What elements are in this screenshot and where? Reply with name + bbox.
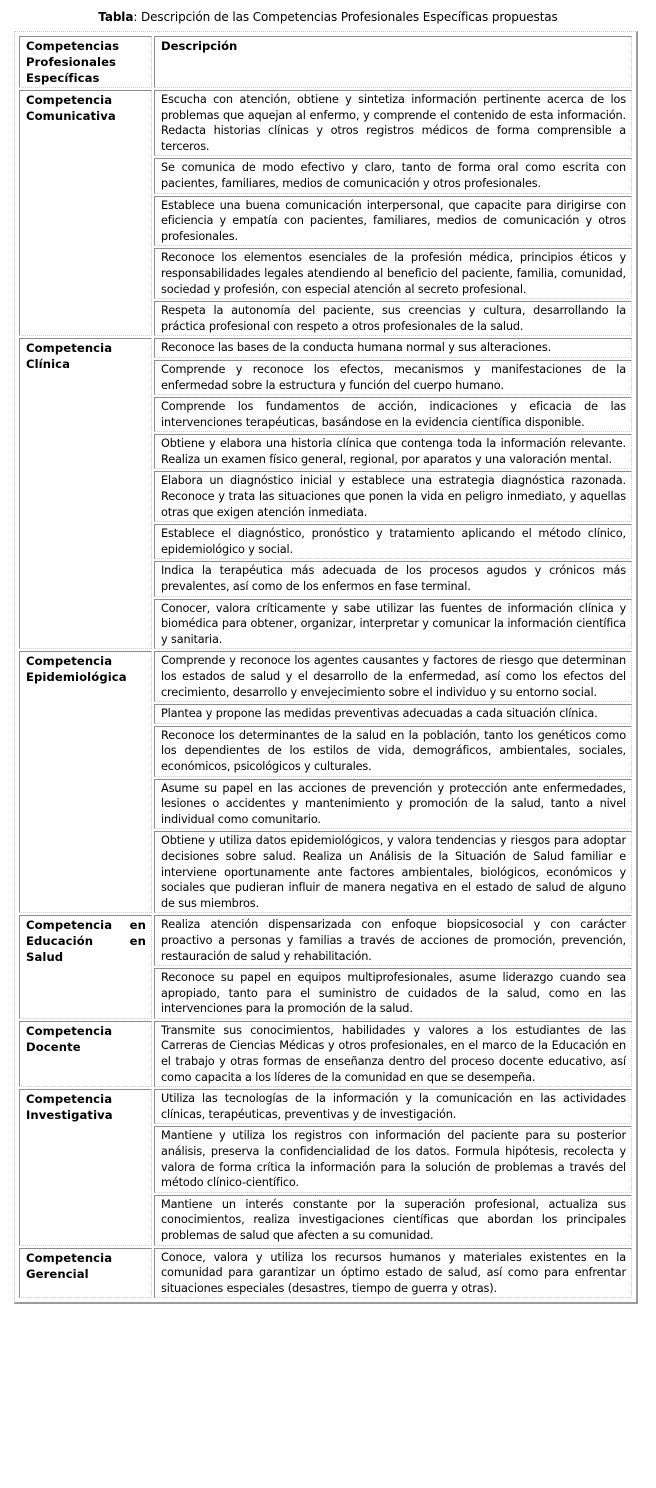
competencia-description: Utiliza las tecnologías de la información y la comunicación en las actividades clínicas, terapéuticas, preventivas y de investigación. xyxy=(154,1089,632,1124)
competencia-description: Reconoce los determinantes de la salud en la población, tanto los genéticos como los dependientes de los estilos de vida, demográficos, ambientales, sociales, económicos, psicológicos y culturales. xyxy=(154,726,632,777)
competencias-table xyxy=(17,34,634,1300)
competencia-name: Competencia Investigativa xyxy=(19,1089,152,1245)
competencia-name: Competencia Docente xyxy=(19,1021,152,1087)
competencia-name: Competencia Gerencial xyxy=(19,1248,152,1299)
competencia-name: Competencia en Educación en Salud xyxy=(19,915,152,1019)
competencia-description: Indica la terapéutica más adecuada de los procesos agudos y crónicos más prevalentes, así como de los enfermos en fase terminal. xyxy=(154,561,632,596)
table-row xyxy=(19,338,632,358)
table-row xyxy=(19,915,632,966)
competencia-name: Competencia Clínica xyxy=(19,338,152,649)
table-row xyxy=(19,1089,632,1124)
competencia-description: Mantiene un interés constante por la superación profesional, actualiza sus conocimientos, realiza investigaciones científicas que abordan los principales problemas de salud que afecten a su comunidad. xyxy=(154,1195,632,1246)
competencia-description: Conoce, valora y utiliza los recursos humanos y materiales existentes en la comunidad para garantizar un óptimo estado de salud, así como para enfrentar situaciones especiales (desastres, tiempo de guerra y otras). xyxy=(154,1248,632,1299)
table-row xyxy=(19,651,632,702)
competencia-description: Elabora un diagnóstico inicial y establece una estrategia diagnóstica razonada. Reconoce y trata las situaciones que ponen la vida en peligro inmediato, y aquellas otras que exigen atención inmediata. xyxy=(154,471,632,522)
competencia-description: Transmite sus conocimientos, habilidades y valores a los estudiantes de las Carreras de Ciencias Médicas y otros profesionales, en el marco de la Educación en el trabajo y otras formas de enseñanza dentro del proceso docente educativo, así como capacita a los líderes de la comunidad en que se desempeña. xyxy=(154,1021,632,1087)
table-row xyxy=(19,1248,632,1299)
caption-label: Tabla xyxy=(98,10,134,24)
competencia-description: Plantea y propone las medidas preventivas adecuadas a cada situación clínica. xyxy=(154,704,632,724)
competencia-description: Obtiene y utiliza datos epidemiológicos, y valora tendencias y riesgos para adoptar decisiones sobre salud. Realiza un Análisis de la Situación de Salud familiar e interviene oportunamente ante factores ambientales, biológicos, económicos y sociales que pudieran influir de manera negativa en el estado de salud de alguno de sus miembros. xyxy=(154,831,632,913)
competencia-description: Escucha con atención, obtiene y sintetiza información pertinente acerca de los problemas que aquejan al enfermo, y comprende el contenido de esta información. Redacta historias clínicas y otros registros médicos de forma comprensible a terceros. xyxy=(154,90,632,156)
competencia-description: Mantiene y utiliza los registros con información del paciente para su posterior análisis, preserva la confidencialidad de los datos. Formula hipótesis, recolecta y valora de forma crítica la información para la solución de problemas a través del método clínico-científico. xyxy=(154,1126,632,1192)
competencia-description: Reconoce su papel en equipos multiprofesionales, asume liderazgo cuando sea apropiado, tanto para el suministro de cuidados de la salud, como en las intervenciones para la promoción de la salud. xyxy=(154,968,632,1019)
competencia-description: Comprende los fundamentos de acción, indicaciones y eficacia de las intervenciones terapéuticas, basándose en la evidencia científica disponible. xyxy=(154,397,632,432)
table-header-row xyxy=(19,36,632,88)
competencia-name: Competencia Epidemiológica xyxy=(19,651,152,913)
table-row xyxy=(19,1021,632,1087)
competencia-description: Reconoce las bases de la conducta humana normal y sus alteraciones. xyxy=(154,338,632,358)
competencia-description: Comprende y reconoce los agentes causantes y factores de riesgo que determinan los estados de salud y el desarrollo de la enfermedad, así como los efectos del crecimiento, desarrollo y envejecimiento sobre el individuo y su entorno social. xyxy=(154,651,632,702)
competencia-description: Obtiene y elabora una historia clínica que contenga toda la información relevante. Realiza un examen físico general, regional, por aparatos y una valoración mental. xyxy=(154,434,632,469)
competencia-description: Se comunica de modo efectivo y claro, tanto de forma oral como escrita con pacientes, familiares, medios de comunicación y otros profesionales. xyxy=(154,158,632,193)
competencia-description: Asume su papel en las acciones de prevención y protección ante enfermedades, lesiones o accidentes y mantenimiento y promoción de la salud, tanto a nivel individual como comunitario. xyxy=(154,779,632,830)
header-competencias: Competencias Profesionales Específicas xyxy=(19,36,152,88)
competencia-description: Respeta la autonomía del paciente, sus creencias y cultura, desarrollando la práctica profesional con respeto a otros profesionales de la salud. xyxy=(154,301,632,336)
header-descripcion: Descripción xyxy=(154,36,632,88)
competencia-name: Competencia Comunicativa xyxy=(19,90,152,336)
table-caption xyxy=(0,8,656,28)
competencia-description: Reconoce los elementos esenciales de la profesión médica, principios éticos y responsabilidades legales atendiendo al beneficio del paciente, familia, comunidad, sociedad y profesión, con especial atención al secreto profesional. xyxy=(154,248,632,299)
caption-text: : Descripción de las Competencias Profesionales Específicas propuestas xyxy=(133,10,558,24)
table-row xyxy=(19,90,632,156)
competencias-table-container xyxy=(14,31,638,1304)
competencia-description: Establece el diagnóstico, pronóstico y tratamiento aplicando el método clínico, epidemiológico y social. xyxy=(154,524,632,559)
competencia-description: Establece una buena comunicación interpersonal, que capacite para dirigirse con eficiencia y empatía con pacientes, familiares, medios de comunicación y otros profesionales. xyxy=(154,196,632,247)
competencia-description: Conocer, valora críticamente y sabe utilizar las fuentes de información clínica y biomédica para obtener, organizar, interpretar y comunicar la información científica y sanitaria. xyxy=(154,599,632,650)
competencia-description: Realiza atención dispensarizada con enfoque biopsicosocial y con carácter proactivo a personas y familias a través de acciones de promoción, prevención, restauración de salud y rehabilitación. xyxy=(154,915,632,966)
competencia-description: Comprende y reconoce los efectos, mecanismos y manifestaciones de la enfermedad sobre la estructura y función del cuerpo humano. xyxy=(154,360,632,395)
